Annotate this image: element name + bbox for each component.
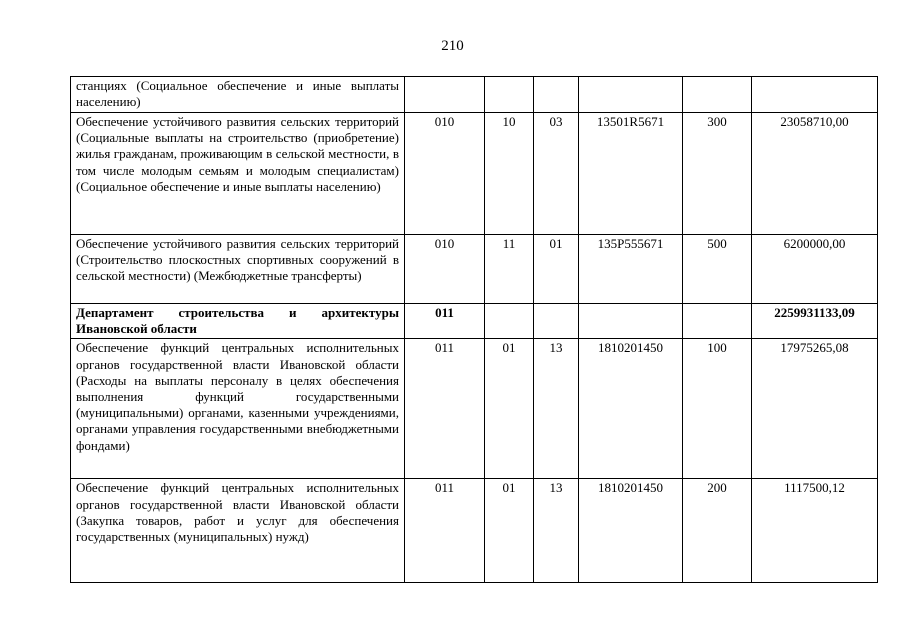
subsection-code-cell: 13 bbox=[534, 339, 579, 479]
amount-cell: 17975265,08 bbox=[752, 339, 878, 479]
table-row bbox=[71, 113, 878, 235]
table-row bbox=[71, 339, 878, 479]
grbs-code-cell bbox=[405, 77, 485, 113]
expense-type-cell: 200 bbox=[683, 479, 752, 583]
amount-cell: 23058710,00 bbox=[752, 113, 878, 235]
subsection-code-cell: 01 bbox=[534, 235, 579, 304]
table-row bbox=[71, 479, 878, 583]
expense-type-cell: 500 bbox=[683, 235, 752, 304]
row-name-cell: станциях (Социальное обеспечение и иные выплаты населению) bbox=[71, 77, 405, 113]
target-article-cell bbox=[579, 77, 683, 113]
department-name-cell: Департамент строительства и архитектуры Ивановской области bbox=[71, 304, 405, 339]
table-row-department bbox=[71, 304, 878, 339]
table-row bbox=[71, 77, 878, 113]
subsection-code-cell: 03 bbox=[534, 113, 579, 235]
grbs-code-cell: 010 bbox=[405, 113, 485, 235]
expense-type-cell: 100 bbox=[683, 339, 752, 479]
table-row bbox=[71, 235, 878, 304]
row-name-cell: Обеспечение функций центральных исполнительных органов государственной власти Ивановской области (Расходы на выплаты персоналу в целях обеспечения выполнения функций государственными (муниципальными) органами, казенными учреждениями, органами управления государственными внебюджетными фондами) bbox=[71, 339, 405, 479]
target-article-cell: 135P555671 bbox=[579, 235, 683, 304]
subsection-code-cell: 13 bbox=[534, 479, 579, 583]
amount-cell: 6200000,00 bbox=[752, 235, 878, 304]
budget-table bbox=[70, 76, 878, 583]
grbs-code-cell: 011 bbox=[405, 339, 485, 479]
target-article-cell: 13501R5671 bbox=[579, 113, 683, 235]
section-code-cell bbox=[485, 304, 534, 339]
section-code-cell: 10 bbox=[485, 113, 534, 235]
row-name-cell: Обеспечение устойчивого развития сельских территорий (Строительство плоскостных спортивных сооружений в сельской местности) (Межбюджетные трансферты) bbox=[71, 235, 405, 304]
row-name-cell: Обеспечение функций центральных исполнительных органов государственной власти Ивановской области (Закупка товаров, работ и услуг для обеспечения государственных (муниципальных) нужд) bbox=[71, 479, 405, 583]
grbs-code-cell: 010 bbox=[405, 235, 485, 304]
section-code-cell: 01 bbox=[485, 479, 534, 583]
target-article-cell bbox=[579, 304, 683, 339]
amount-cell bbox=[752, 77, 878, 113]
expense-type-cell: 300 bbox=[683, 113, 752, 235]
department-total-cell: 2259931133,09 bbox=[752, 304, 878, 339]
row-name-cell: Обеспечение устойчивого развития сельских территорий (Социальные выплаты на строительство (приобретение) жилья гражданам, проживающим в сельской местности, в том числе молодым семьям и молодым специалистам) (Социальное обеспечение и иные выплаты населению) bbox=[71, 113, 405, 235]
target-article-cell: 1810201450 bbox=[579, 339, 683, 479]
grbs-code-cell: 011 bbox=[405, 304, 485, 339]
expense-type-cell bbox=[683, 304, 752, 339]
section-code-cell bbox=[485, 77, 534, 113]
amount-cell: 1117500,12 bbox=[752, 479, 878, 583]
subsection-code-cell bbox=[534, 304, 579, 339]
target-article-cell: 1810201450 bbox=[579, 479, 683, 583]
section-code-cell: 01 bbox=[485, 339, 534, 479]
grbs-code-cell: 011 bbox=[405, 479, 485, 583]
section-code-cell: 11 bbox=[485, 235, 534, 304]
expense-type-cell bbox=[683, 77, 752, 113]
subsection-code-cell bbox=[534, 77, 579, 113]
page-number: 210 bbox=[441, 38, 464, 54]
